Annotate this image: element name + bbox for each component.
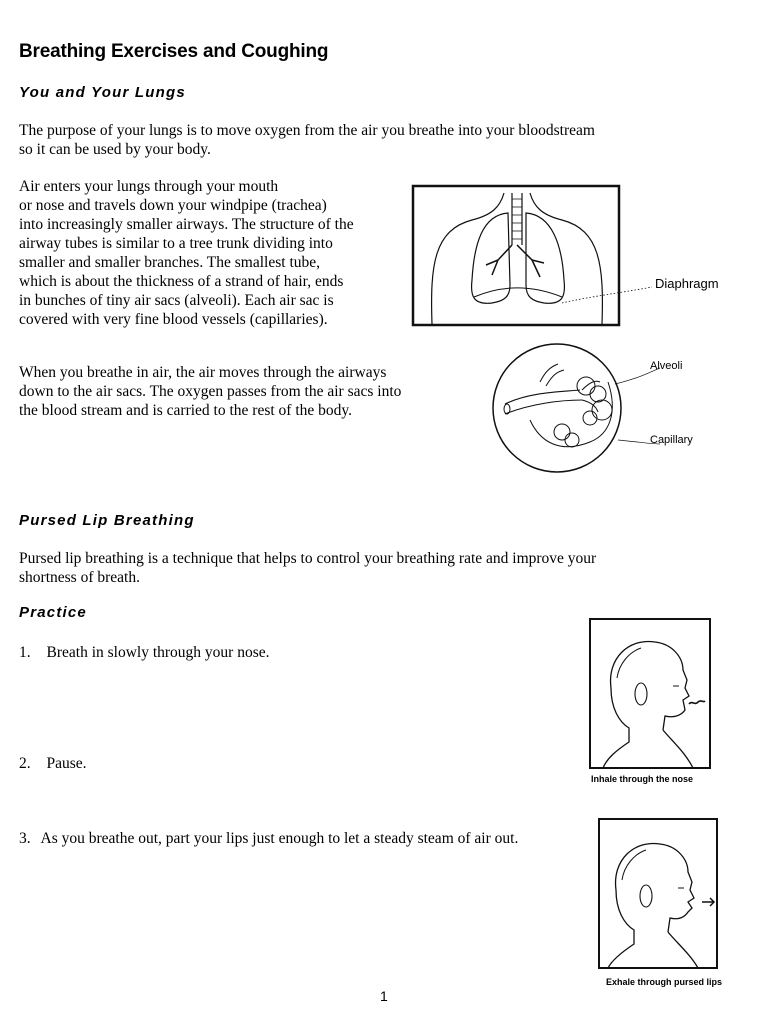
page-title: Breathing Exercises and Coughing — [19, 41, 329, 62]
capillary-label: Capillary — [650, 434, 693, 446]
section-heading-lungs: You and Your Lungs — [19, 84, 186, 101]
paragraph-line: Pursed lip breathing is a technique that helps to control your breathing rate and improve your — [19, 550, 597, 567]
step-text: As you breathe out, part your lips just enough to let a steady steam of air out. — [40, 830, 519, 847]
inhale-caption: Inhale through the nose — [591, 774, 694, 784]
paragraph-line: The purpose of your lungs is to move oxygen from the air you breathe into your bloodstream — [19, 122, 595, 139]
paragraph-line: into increasingly smaller airways. The structure of the — [19, 216, 354, 233]
paragraph-line: covered with very fine blood vessels (capillaries). — [19, 311, 328, 328]
paragraph-line: the blood stream and is carried to the rest of the body. — [19, 402, 353, 419]
step-text: Breath in slowly through your nose. — [46, 644, 270, 661]
alveoli-illustration — [490, 342, 650, 476]
section-heading-pursed-lip: Pursed Lip Breathing — [19, 512, 195, 529]
paragraph-line: shortness of breath. — [19, 569, 140, 586]
page-number: 1 — [380, 988, 388, 1004]
step-number: 1. — [19, 644, 31, 661]
diaphragm-label: Diaphragm — [655, 276, 719, 291]
paragraph-line: so it can be used by your body. — [19, 141, 211, 158]
paragraph-line: in bunches of tiny air sacs (alveoli). Each air sac is — [19, 292, 334, 309]
step-1 — [19, 643, 270, 662]
step-number: 3. — [19, 830, 31, 847]
paragraph-line: airway tubes is similar to a tree trunk dividing into — [19, 235, 333, 252]
inhale-head-illustration — [589, 618, 713, 770]
paragraph-line: or nose and travels down your windpipe (trachea) — [19, 197, 327, 214]
practice-heading: Practice — [19, 604, 87, 621]
alveoli-label: Alveoli — [650, 360, 683, 372]
paragraph-line: which is about the thickness of a strand of hair, ends — [19, 273, 344, 290]
paragraph-line: down to the air sacs. The oxygen passes from the air sacs into — [19, 383, 402, 400]
paragraph-purpose — [19, 121, 595, 159]
exhale-head-illustration — [598, 818, 722, 970]
step-number: 2. — [19, 755, 31, 772]
paragraph-airways — [19, 177, 409, 329]
lungs-illustration — [412, 185, 622, 327]
paragraph-line: When you breathe in air, the air moves through the airways — [19, 364, 387, 381]
paragraph-line: smaller and smaller branches. The smallest tube, — [19, 254, 321, 271]
step-2 — [19, 754, 87, 773]
exhale-caption: Exhale through pursed lips — [606, 977, 723, 987]
paragraph-pursed-intro — [19, 549, 596, 587]
step-text: Pause. — [46, 755, 87, 772]
paragraph-air-sacs — [19, 363, 401, 420]
step-3 — [19, 829, 518, 848]
paragraph-line: Air enters your lungs through your mouth — [19, 178, 279, 195]
